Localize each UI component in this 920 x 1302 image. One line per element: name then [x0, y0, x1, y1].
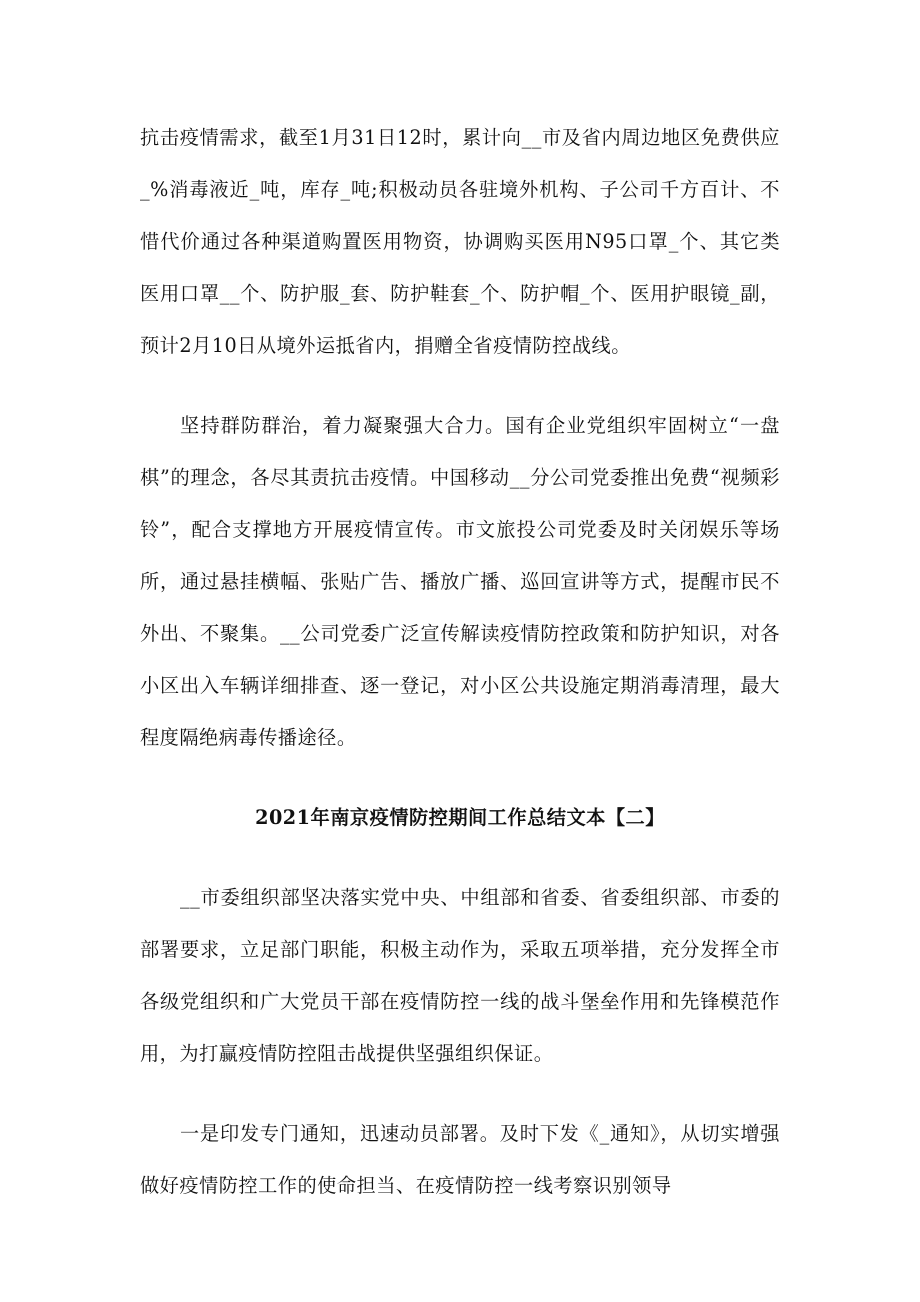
- paragraph-measure-one: 一是印发专门通知，迅速动员部署。及时下发《_通知》，从切实增强做好疫情防控工作的使命担当、在疫情防控一线考察识别领导: [140, 1122, 780, 1197]
- paragraph-gap: [140, 1080, 780, 1108]
- paragraph-gap: [140, 764, 780, 792]
- paragraph-gap: [140, 372, 780, 400]
- paragraph-organization-department: __市委组织部坚决落实党中央、中组部和省委、省委组织部、市委的部署要求，立足部门职能，积极主动作为，采取五项举措，充分发挥全市各级党组织和广大党员干部在疫情防控一线的战斗堡垒作用和先锋模范作用，为打赢疫情防控阻击战提供坚强组织保证。: [140, 886, 780, 1065]
- paragraph-gap: [140, 844, 780, 872]
- section-heading: 2021年南京疫情防控期间工作总结文本【二】: [255, 806, 665, 829]
- document-body: [140, 112, 780, 1212]
- paragraph-supply-donations: 抗击疫情需求，截至1月31日12时，累计向__市及省内周边地区免费供应_%消毒液近_吨，库存_吨;积极动员各驻境外机构、子公司千方百计、不惜代价通过各种渠道购置医用物资，协调购买医用N95口罩_个、其它类医用口罩__个、防护服_套、防护鞋套_个、防护帽_个、医用护眼镜_副，预计2月10日从境外运抵省内，捐赠全省疫情防控战线。: [140, 126, 780, 357]
- paragraph-mass-prevention: 坚持群防群治，着力凝聚强大合力。国有企业党组织牢固树立“一盘棋”的理念，各尽其责抗击疫情。中国移动__分公司党委推出免费“视频彩铃”，配合支撑地方开展疫情宣传。市文旅投公司党委及时关闭娱乐等场所，通过悬挂横幅、张贴广告、播放广播、巡回宣讲等方式，提醒市民不外出、不聚集。__公司党委广泛宣传解读疫情防控政策和防护知识，对各小区出入车辆详细排查、逐一登记，对小区公共设施定期消毒清理，最大程度隔绝病毒传播途径。: [140, 414, 780, 749]
